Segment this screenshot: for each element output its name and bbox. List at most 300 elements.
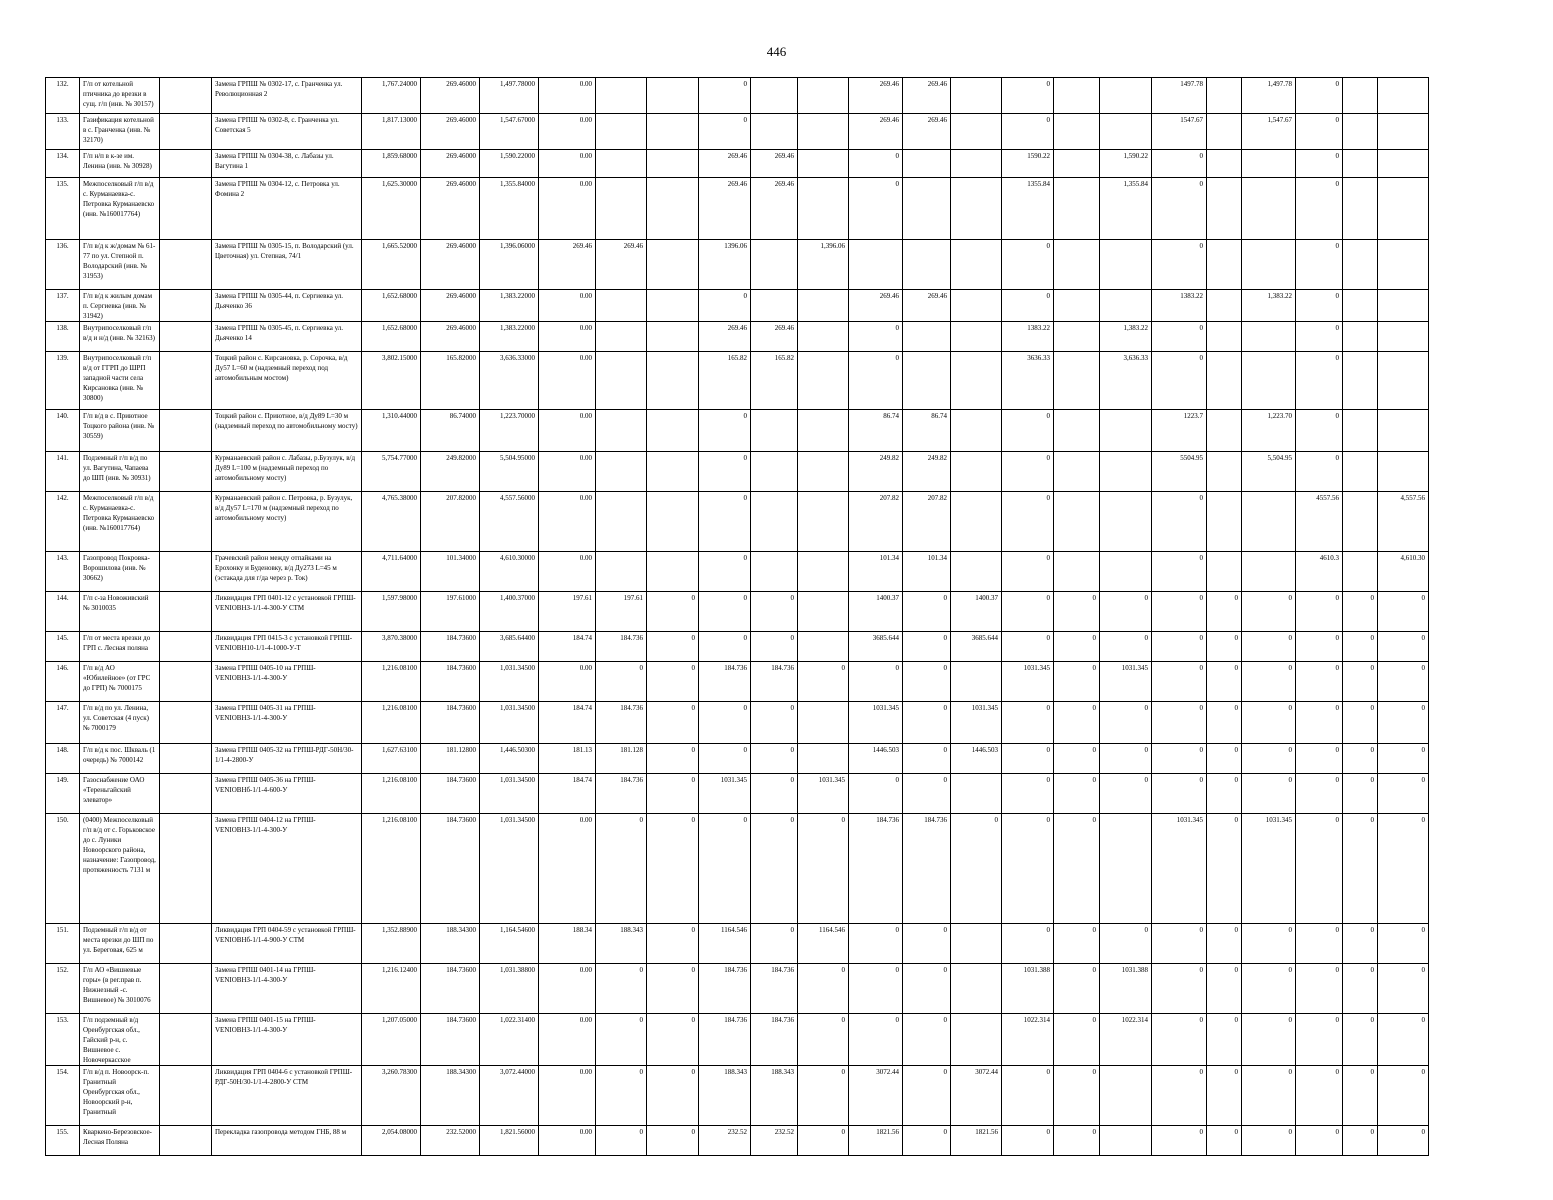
cell-val-q: 0 [1242, 1126, 1296, 1156]
cell-val-t [1378, 452, 1429, 492]
cell-val-i: 1446.503 [849, 744, 903, 774]
cell-val-j: 0 [903, 774, 951, 814]
cell-val-s: 0 [1343, 744, 1378, 774]
cell-val-t: 4,610.30 [1378, 552, 1429, 592]
cell-col-3 [160, 964, 212, 1014]
cell-val-j: 184.736 [903, 814, 951, 924]
cell-val-q: 0 [1242, 702, 1296, 744]
cell-val-n [1100, 552, 1152, 592]
cell-val-a: 86.74000 [421, 410, 480, 452]
cell-total-cost: 1,817.13000 [362, 114, 421, 150]
cell-val-t [1378, 290, 1429, 322]
cell-val-n: 1,383.22 [1100, 322, 1152, 352]
cell-val-r: 0 [1296, 78, 1343, 114]
cell-val-e: 0 [647, 1014, 699, 1066]
cell-val-b: 1,031.34500 [480, 814, 539, 924]
cell-val-q: 0 [1242, 1014, 1296, 1066]
table-row [46, 150, 1429, 178]
cell-val-g: 0 [751, 592, 798, 632]
cell-val-d: 197.61 [596, 592, 647, 632]
cell-object-name: Г/п в/д по ул. Ленина, ул. Советская (4 пуск) № 7000179 [80, 702, 160, 744]
cell-val-s [1343, 290, 1378, 322]
cell-col-3 [160, 1126, 212, 1156]
cell-val-q [1242, 150, 1296, 178]
cell-object-name: Г/п с-за Новоживский № 3010035 [80, 592, 160, 632]
cell-val-d: 0 [596, 964, 647, 1014]
cell-val-e: 0 [647, 1066, 699, 1126]
cell-val-m: 0 [1054, 1014, 1100, 1066]
cell-val-a: 269.46000 [421, 78, 480, 114]
cell-object-name: Г/п в/д в с. Приютное Тоцкого района (инв. № 30559) [80, 410, 160, 452]
cell-val-h: 0 [798, 1126, 849, 1156]
cell-val-p [1207, 452, 1242, 492]
cell-val-e: 0 [647, 592, 699, 632]
cell-val-c: 0.00 [539, 452, 596, 492]
cell-val-n: 0 [1100, 774, 1152, 814]
cell-object-name: Г/п в/д АО «Юбилейное» (от ГРС до ГРП) № 7000175 [80, 662, 160, 702]
cell-val-f: 0 [699, 78, 751, 114]
cell-val-k [951, 1014, 1002, 1066]
cell-object-name: Г/п АО «Вишневые горы» (в рег.прав п. Нижнезный -с. Вишневое) № 3010076 [80, 964, 160, 1014]
cell-val-t: 0 [1378, 744, 1429, 774]
cell-val-p [1207, 290, 1242, 322]
cell-col-3 [160, 322, 212, 352]
cell-val-s: 0 [1343, 662, 1378, 702]
cell-val-q [1242, 322, 1296, 352]
cell-val-d [596, 78, 647, 114]
cell-val-o: 5504.95 [1152, 452, 1207, 492]
cell-val-e: 0 [647, 702, 699, 744]
table-row [46, 290, 1429, 322]
cell-val-p [1207, 178, 1242, 240]
cell-val-f: 269.46 [699, 150, 751, 178]
cell-val-h: 0 [798, 1014, 849, 1066]
cell-val-d: 184.736 [596, 774, 647, 814]
cell-val-j: 0 [903, 1126, 951, 1156]
cell-val-p [1207, 552, 1242, 592]
cell-val-a: 232.52000 [421, 1126, 480, 1156]
table-row [46, 114, 1429, 150]
cell-val-i: 0 [849, 774, 903, 814]
cell-val-q: 1,383.22 [1242, 290, 1296, 322]
cell-val-i: 0 [849, 662, 903, 702]
cell-work-description: Ликвидация ГРП 0404-6 с установкой ГРПШ-РДГ-50Н/30-1/1-4-2800-У СТМ [212, 1066, 362, 1126]
cell-val-g: 269.46 [751, 322, 798, 352]
cell-val-r: 0 [1296, 632, 1343, 662]
cell-work-description: Ликвидация ГРП 0401-12 с установкой ГРПШ-VENIOВНЗ-1/1-4-300-У СТМ [212, 592, 362, 632]
cell-val-p: 0 [1207, 774, 1242, 814]
cell-val-r: 0 [1296, 290, 1343, 322]
cell-val-o: 0 [1152, 322, 1207, 352]
cell-work-description: Замена ГРПШ 0404-12 на ГРПШ-VENIOВНЗ-1/1-4-300-У [212, 814, 362, 924]
cell-row-number: 148. [46, 744, 80, 774]
cell-val-m: 0 [1054, 662, 1100, 702]
cell-val-j: 0 [903, 964, 951, 1014]
cell-val-t [1378, 240, 1429, 290]
cell-object-name: Газоснабжение ОАО «Тереньгайский элеватор» [80, 774, 160, 814]
cell-val-f: 188.343 [699, 1066, 751, 1126]
cell-val-p: 0 [1207, 744, 1242, 774]
cell-val-j: 0 [903, 632, 951, 662]
cell-row-number: 139. [46, 352, 80, 410]
cell-val-f: 0 [699, 744, 751, 774]
cell-val-a: 184.73600 [421, 814, 480, 924]
cell-col-3 [160, 662, 212, 702]
cell-val-m [1054, 410, 1100, 452]
cell-val-m [1054, 322, 1100, 352]
cell-row-number: 145. [46, 632, 80, 662]
cell-val-b: 1,031.34500 [480, 774, 539, 814]
cell-row-number: 154. [46, 1066, 80, 1126]
cell-val-p [1207, 322, 1242, 352]
cell-val-q: 0 [1242, 964, 1296, 1014]
cell-total-cost: 2,054.08000 [362, 1126, 421, 1156]
cell-val-n: 0 [1100, 744, 1152, 774]
cell-val-k [951, 178, 1002, 240]
cell-val-l: 0 [1002, 410, 1054, 452]
cell-val-b: 5,504.95000 [480, 452, 539, 492]
cell-object-name: Г/п в/д к жилым домам п. Сергиевка (инв. № 31942) [80, 290, 160, 322]
cell-val-t: 0 [1378, 632, 1429, 662]
cell-val-m: 0 [1054, 1126, 1100, 1156]
cell-val-g: 0 [751, 702, 798, 744]
cell-work-description: Курманаевский район с. Лабазы, р.Бузулук, в/д Ду89 L=100 м (надземный переход по автомобильному мосту) [212, 452, 362, 492]
cell-val-l: 0 [1002, 592, 1054, 632]
cell-val-m: 0 [1054, 964, 1100, 1014]
cell-val-b: 1,223.70000 [480, 410, 539, 452]
cell-val-l: 3636.33 [1002, 352, 1054, 410]
cell-val-i: 86.74 [849, 410, 903, 452]
cell-val-r: 0 [1296, 240, 1343, 290]
cell-val-p [1207, 78, 1242, 114]
cell-val-d: 269.46 [596, 240, 647, 290]
cell-val-d: 0 [596, 814, 647, 924]
cell-val-n [1100, 452, 1152, 492]
table-row [46, 352, 1429, 410]
cell-val-m [1054, 492, 1100, 552]
cell-val-a: 184.73600 [421, 702, 480, 744]
table-row [46, 1066, 1429, 1126]
cell-val-r: 0 [1296, 702, 1343, 744]
cell-val-o: 0 [1152, 1126, 1207, 1156]
cell-col-3 [160, 744, 212, 774]
cell-val-s: 0 [1343, 1066, 1378, 1126]
cell-val-a: 101.34000 [421, 552, 480, 592]
cell-col-3 [160, 114, 212, 150]
cell-col-3 [160, 702, 212, 744]
cell-col-3 [160, 290, 212, 322]
cell-val-f: 269.46 [699, 178, 751, 240]
cell-val-a: 184.73600 [421, 774, 480, 814]
cell-val-j: 0 [903, 662, 951, 702]
cell-val-p: 0 [1207, 702, 1242, 744]
cell-val-t [1378, 78, 1429, 114]
cell-row-number: 133. [46, 114, 80, 150]
cell-val-h [798, 492, 849, 552]
cell-val-d [596, 150, 647, 178]
cell-val-o: 0 [1152, 924, 1207, 964]
cell-val-h [798, 702, 849, 744]
cell-val-n [1100, 290, 1152, 322]
cell-val-o: 0 [1152, 592, 1207, 632]
cell-val-f: 184.736 [699, 662, 751, 702]
cell-val-i: 0 [849, 150, 903, 178]
cell-val-q [1242, 492, 1296, 552]
cell-val-d [596, 452, 647, 492]
cell-val-a: 269.46000 [421, 114, 480, 150]
cell-work-description: Замена ГРПШ № 0302-8, с. Гранченка ул. Советская 5 [212, 114, 362, 150]
cell-val-b: 1,821.56000 [480, 1126, 539, 1156]
cell-val-m [1054, 240, 1100, 290]
cell-val-c: 0.00 [539, 964, 596, 1014]
cell-val-s [1343, 552, 1378, 592]
cell-total-cost: 1,665.52000 [362, 240, 421, 290]
cell-val-m: 0 [1054, 814, 1100, 924]
table-row [46, 492, 1429, 552]
cell-val-s [1343, 150, 1378, 178]
cell-val-j: 0 [903, 592, 951, 632]
cell-col-3 [160, 178, 212, 240]
cell-val-q: 1031.345 [1242, 814, 1296, 924]
cell-total-cost: 1,352.88900 [362, 924, 421, 964]
cell-val-s: 0 [1343, 702, 1378, 744]
cell-val-d: 0 [596, 1014, 647, 1066]
cell-val-o: 1383.22 [1152, 290, 1207, 322]
cell-val-s [1343, 178, 1378, 240]
cell-val-c: 0.00 [539, 1066, 596, 1126]
cell-val-g [751, 290, 798, 322]
cell-total-cost: 1,625.30000 [362, 178, 421, 240]
cell-val-d [596, 410, 647, 452]
cell-row-number: 144. [46, 592, 80, 632]
cell-val-h: 0 [798, 814, 849, 924]
cell-val-e [647, 352, 699, 410]
cell-val-r: 0 [1296, 964, 1343, 1014]
cell-val-k [951, 492, 1002, 552]
cell-val-m: 0 [1054, 774, 1100, 814]
cell-val-i: 184.736 [849, 814, 903, 924]
cell-val-t: 4,557.56 [1378, 492, 1429, 552]
cell-val-d [596, 178, 647, 240]
cell-val-p: 0 [1207, 924, 1242, 964]
cell-total-cost: 1,627.63100 [362, 744, 421, 774]
cell-val-o: 0 [1152, 774, 1207, 814]
cell-val-i: 1031.345 [849, 702, 903, 744]
cell-val-o: 1031.345 [1152, 814, 1207, 924]
cell-val-e [647, 178, 699, 240]
cell-val-t: 0 [1378, 1126, 1429, 1156]
cell-val-h [798, 290, 849, 322]
cell-col-3 [160, 150, 212, 178]
cell-object-name: Газопровод Покровка-Ворошилова (инв. № 30662) [80, 552, 160, 592]
table-row [46, 814, 1429, 924]
cell-val-d: 0 [596, 662, 647, 702]
cell-val-i: 3072.44 [849, 1066, 903, 1126]
cell-total-cost: 1,767.24000 [362, 78, 421, 114]
cell-val-r: 0 [1296, 924, 1343, 964]
cell-val-j: 207.82 [903, 492, 951, 552]
cell-row-number: 141. [46, 452, 80, 492]
cell-val-g: 184.736 [751, 1014, 798, 1066]
cell-val-l: 0 [1002, 78, 1054, 114]
cell-val-g [751, 492, 798, 552]
cell-val-j: 269.46 [903, 78, 951, 114]
cell-val-r: 4557.56 [1296, 492, 1343, 552]
cell-val-e [647, 114, 699, 150]
cell-val-k [951, 240, 1002, 290]
cell-work-description: Ликвидация ГРП 0404-59 с установкой ГРПШ-VENIOВНб-1/1-4-900-У СТМ [212, 924, 362, 964]
cell-val-k: 1446.503 [951, 744, 1002, 774]
cell-val-f: 0 [699, 632, 751, 662]
cell-row-number: 136. [46, 240, 80, 290]
cell-val-o: 0 [1152, 552, 1207, 592]
cell-row-number: 143. [46, 552, 80, 592]
cell-val-h [798, 632, 849, 662]
cell-val-f: 0 [699, 702, 751, 744]
cell-total-cost: 3,260.78300 [362, 1066, 421, 1126]
cell-val-j: 0 [903, 924, 951, 964]
cell-work-description: Замена ГРПШ № 0305-45, п. Сергиевка ул. Дьяченко 14 [212, 322, 362, 352]
cell-val-f: 165.82 [699, 352, 751, 410]
cell-val-r: 0 [1296, 352, 1343, 410]
cell-val-j: 269.46 [903, 114, 951, 150]
table-row [46, 78, 1429, 114]
cell-val-l: 0 [1002, 290, 1054, 322]
cell-val-r: 0 [1296, 410, 1343, 452]
cell-val-b: 1,031.34500 [480, 662, 539, 702]
cell-val-a: 207.82000 [421, 492, 480, 552]
cell-val-s [1343, 78, 1378, 114]
cell-work-description: Замена ГРПШ 0405-36 на ГРПШ-VENIOВНб-1/1-4-600-У [212, 774, 362, 814]
cell-val-i: 3685.644 [849, 632, 903, 662]
cell-total-cost: 1,859.68000 [362, 150, 421, 178]
table-row [46, 632, 1429, 662]
cell-val-m [1054, 150, 1100, 178]
cell-row-number: 135. [46, 178, 80, 240]
cell-val-q: 0 [1242, 744, 1296, 774]
cell-work-description: Грачевский район между отпайками на Ерохонку и Буденовку, в/д Ду273 L=45 м (эстакада для г/да через р. Ток) [212, 552, 362, 592]
cell-row-number: 153. [46, 1014, 80, 1066]
cell-work-description: Замена ГРПШ № 0304-38, с. Лабазы ул. Вагутина 1 [212, 150, 362, 178]
cell-val-s: 0 [1343, 1126, 1378, 1156]
cell-val-c: 0.00 [539, 410, 596, 452]
cell-val-n: 0 [1100, 592, 1152, 632]
cell-val-t [1378, 352, 1429, 410]
cell-col-3 [160, 240, 212, 290]
cell-val-h: 1031.345 [798, 774, 849, 814]
cell-val-c: 0.00 [539, 114, 596, 150]
cell-work-description: Тоцкий район с. Приютное, в/д Ду89 L=30 м (надземный переход по автомобильному мосту) [212, 410, 362, 452]
cell-val-o: 1497.78 [1152, 78, 1207, 114]
cell-val-t: 0 [1378, 662, 1429, 702]
cell-val-c: 0.00 [539, 290, 596, 322]
cell-val-d [596, 322, 647, 352]
cell-val-t: 0 [1378, 702, 1429, 744]
cell-val-o: 0 [1152, 352, 1207, 410]
cell-row-number: 132. [46, 78, 80, 114]
cell-object-name: Г/п н/п в к-зе им. Ленина (инв. № 30928) [80, 150, 160, 178]
cell-object-name: Газификация котельной в с. Гранченка (инв. № 32170) [80, 114, 160, 150]
cell-total-cost: 1,216.08100 [362, 702, 421, 744]
data-table [45, 77, 1429, 1156]
cell-col-3 [160, 552, 212, 592]
cell-val-j: 0 [903, 702, 951, 744]
cell-val-b: 3,636.33000 [480, 352, 539, 410]
cell-val-g [751, 410, 798, 452]
cell-val-g: 0 [751, 924, 798, 964]
cell-val-s: 0 [1343, 814, 1378, 924]
cell-val-e [647, 150, 699, 178]
cell-col-3 [160, 924, 212, 964]
table-row [46, 322, 1429, 352]
cell-object-name: Г/п от котельной птичника до врезки в сущ. г/п (инв. № 30157) [80, 78, 160, 114]
cell-col-3 [160, 352, 212, 410]
cell-val-f: 1396.06 [699, 240, 751, 290]
cell-val-i: 0 [849, 1014, 903, 1066]
cell-val-b: 1,497.78000 [480, 78, 539, 114]
cell-val-s [1343, 492, 1378, 552]
cell-val-a: 269.46000 [421, 150, 480, 178]
cell-val-r: 4610.3 [1296, 552, 1343, 592]
cell-row-number: 138. [46, 322, 80, 352]
cell-object-name: Кваркено-Березовское-Лесная Поляна [80, 1126, 160, 1156]
cell-val-c: 0.00 [539, 492, 596, 552]
cell-val-p: 0 [1207, 1066, 1242, 1126]
cell-row-number: 140. [46, 410, 80, 452]
table-row [46, 1014, 1429, 1066]
cell-val-f: 0 [699, 410, 751, 452]
cell-val-t [1378, 114, 1429, 150]
cell-val-s [1343, 114, 1378, 150]
cell-val-j: 0 [903, 1066, 951, 1126]
cell-val-n [1100, 78, 1152, 114]
cell-object-name: Г/п в/д к пос. Шкваль (1 очередь) № 7000142 [80, 744, 160, 774]
cell-val-r: 0 [1296, 150, 1343, 178]
cell-val-g: 0 [751, 774, 798, 814]
cell-val-b: 1,400.37000 [480, 592, 539, 632]
cell-row-number: 150. [46, 814, 80, 924]
cell-val-h [798, 150, 849, 178]
cell-val-f: 269.46 [699, 322, 751, 352]
cell-val-k: 0 [951, 814, 1002, 924]
cell-val-m: 0 [1054, 632, 1100, 662]
cell-total-cost: 1,207.05000 [362, 1014, 421, 1066]
cell-val-p: 0 [1207, 1126, 1242, 1156]
cell-val-g: 184.736 [751, 662, 798, 702]
cell-val-n [1100, 410, 1152, 452]
cell-val-c: 0.00 [539, 662, 596, 702]
cell-val-p [1207, 352, 1242, 410]
cell-val-r: 0 [1296, 178, 1343, 240]
cell-val-l: 0 [1002, 1066, 1054, 1126]
cell-val-i: 269.46 [849, 290, 903, 322]
cell-val-a: 188.34300 [421, 1066, 480, 1126]
cell-val-j [903, 178, 951, 240]
cell-val-g [751, 452, 798, 492]
cell-val-b: 3,685.64400 [480, 632, 539, 662]
cell-val-g: 269.46 [751, 150, 798, 178]
cell-val-b: 1,031.38800 [480, 964, 539, 1014]
cell-val-n [1100, 814, 1152, 924]
cell-work-description: Тоцкий район с. Кирсановка, р. Сорочка, в/д Ду57 L=60 м (надземный переход под автомобильным мостом) [212, 352, 362, 410]
cell-object-name: Межпоселковый г/п в/д с. Курманаевка-с. Петровка Курманаевско (инв. №160017764) [80, 178, 160, 240]
cell-row-number: 146. [46, 662, 80, 702]
cell-val-r: 0 [1296, 322, 1343, 352]
cell-val-a: 197.61000 [421, 592, 480, 632]
table-row [46, 410, 1429, 452]
cell-val-d [596, 552, 647, 592]
cell-row-number: 149. [46, 774, 80, 814]
